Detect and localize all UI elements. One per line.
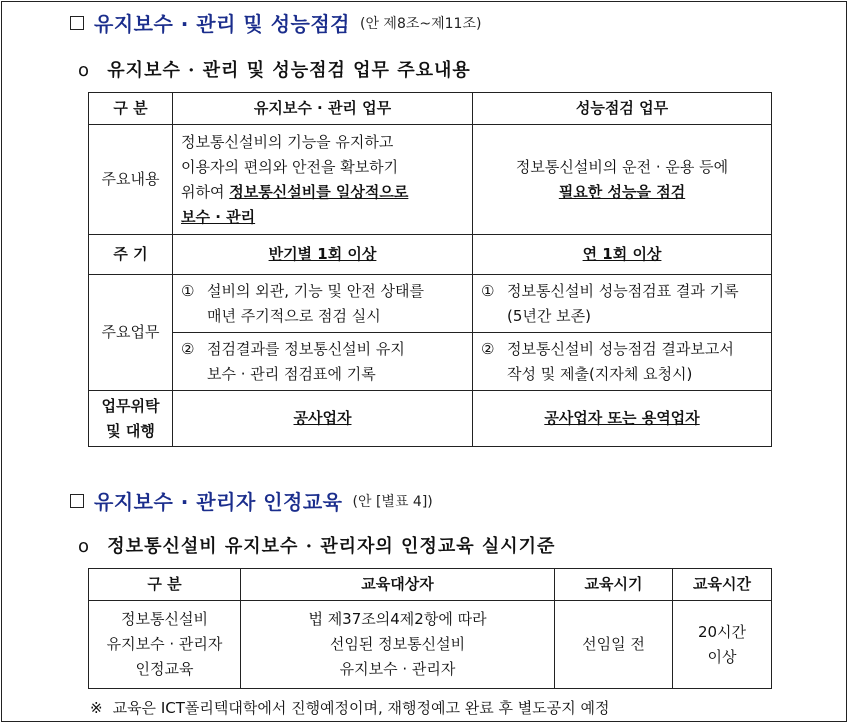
table-row-main bbox=[89, 125, 772, 235]
section2-title: 유지보수 · 관리자 인정교육 bbox=[94, 490, 343, 514]
duty-text: 정보통신설비 성능점검 결과보고서 bbox=[507, 339, 734, 358]
table-row-duty bbox=[89, 333, 772, 391]
category-line: 인정교육 bbox=[135, 660, 194, 678]
main-right-cell bbox=[473, 125, 772, 235]
item-number: ② bbox=[481, 339, 495, 358]
duty-text: (5년간 보존) bbox=[507, 306, 591, 325]
header-inspection: 성능점검 업무 bbox=[473, 93, 772, 125]
duty-text: 정보통신설비 성능점검표 결과 기록 bbox=[507, 281, 739, 300]
table-row bbox=[89, 601, 772, 689]
main-right-emphasis: 필요한 성능을 점검 bbox=[558, 182, 686, 201]
item-number: ① bbox=[481, 281, 495, 300]
table-row-duty bbox=[89, 275, 772, 333]
table-header-row bbox=[89, 93, 772, 125]
delegate-label-line: 업무위탁 bbox=[101, 396, 160, 415]
main-left-line: 정보통신설비의 기능을 유지하고 bbox=[181, 132, 394, 151]
duty-text: 점검결과를 정보통신설비 유지 bbox=[207, 339, 405, 358]
timing-cell: 선임일 전 bbox=[555, 601, 673, 689]
section2-heading bbox=[70, 486, 433, 515]
hours-line: 이상 bbox=[707, 647, 737, 666]
duty-text: 작성 및 제출(지자체 요청시) bbox=[507, 364, 693, 383]
section1-subtitle-row bbox=[78, 56, 471, 82]
target-line: 유지보수 · 관리자 bbox=[339, 660, 456, 678]
header-category: 구 분 bbox=[89, 569, 241, 601]
duty-left-2 bbox=[173, 333, 473, 391]
delegate-label-line: 및 대행 bbox=[106, 421, 155, 440]
row-label-main: 주요내용 bbox=[89, 125, 173, 235]
item-number: ② bbox=[181, 339, 195, 358]
main-left-line: 이용자의 편의와 안전을 확보하기 bbox=[181, 157, 399, 176]
maintenance-table bbox=[88, 92, 772, 447]
category-cell bbox=[89, 601, 241, 689]
header-target: 교육대상자 bbox=[241, 569, 555, 601]
checkbox-icon bbox=[70, 494, 84, 508]
section1-heading bbox=[70, 8, 481, 37]
row-label-delegate bbox=[89, 391, 173, 447]
section1-ref: (안 제8조~제11조) bbox=[359, 15, 482, 32]
category-line: 유지보수 · 관리자 bbox=[106, 635, 223, 653]
table-row-delegate bbox=[89, 391, 772, 447]
section2-ref: (안 [별표 4]) bbox=[352, 493, 433, 510]
main-left-emphasis: 보수 · 관리 bbox=[181, 207, 256, 226]
bullet: o bbox=[78, 536, 91, 557]
section1-title: 유지보수 · 관리 및 성능점검 bbox=[94, 12, 350, 36]
delegate-left: 공사업자 bbox=[173, 391, 473, 447]
main-left-cell bbox=[173, 125, 473, 235]
duty-text: 보수 · 관리 점검표에 기록 bbox=[207, 364, 376, 383]
delegate-right: 공사업자 또는 용역업자 bbox=[473, 391, 772, 447]
section2-subtitle-row bbox=[78, 532, 555, 558]
header-hours: 교육시간 bbox=[673, 569, 772, 601]
duty-text: 설비의 외관, 기능 및 안전 상태를 bbox=[207, 281, 424, 300]
target-cell bbox=[241, 601, 555, 689]
header-category: 구 분 bbox=[89, 93, 173, 125]
main-right-line: 정보통신설비의 운전 · 운용 등에 bbox=[515, 157, 729, 176]
footnote bbox=[90, 697, 610, 718]
note-mark: ※ bbox=[90, 699, 103, 717]
duty-right-1 bbox=[473, 275, 772, 333]
table-header-row bbox=[89, 569, 772, 601]
hours-line: 20시간 bbox=[697, 622, 747, 641]
row-label-cycle: 주 기 bbox=[89, 235, 173, 275]
item-number: ① bbox=[181, 281, 195, 300]
education-table bbox=[88, 568, 772, 689]
main-left-emphasis: 정보통신설비를 일상적으로 bbox=[229, 182, 409, 201]
cycle-right: 연 1회 이상 bbox=[473, 235, 772, 275]
duty-right-2 bbox=[473, 333, 772, 391]
hours-cell bbox=[673, 601, 772, 689]
duty-left-1 bbox=[173, 275, 473, 333]
category-line: 정보통신설비 bbox=[121, 610, 208, 628]
section1-subtitle: 유지보수 · 관리 및 성능점검 업무 주요내용 bbox=[107, 60, 471, 81]
table-row-cycle bbox=[89, 235, 772, 275]
section2-subtitle: 정보통신설비 유지보수 · 관리자의 인정교육 실시기준 bbox=[107, 536, 556, 557]
checkbox-icon bbox=[70, 16, 84, 30]
note-text: 교육은 ICT폴리텍대학에서 진행예정이며, 재행정예고 완료 후 별도공지 예정 bbox=[112, 699, 610, 717]
target-line: 법 제37조의4제2항에 따라 bbox=[308, 610, 487, 628]
row-label-duty: 주요업무 bbox=[89, 275, 173, 391]
main-left-text: 위하여 bbox=[181, 182, 230, 201]
main-left-line bbox=[181, 180, 466, 205]
cycle-left: 반기별 1회 이상 bbox=[173, 235, 473, 275]
header-timing: 교육시기 bbox=[555, 569, 673, 601]
header-maintenance: 유지보수 · 관리 업무 bbox=[173, 93, 473, 125]
target-line: 선임된 정보통신설비 bbox=[329, 635, 466, 653]
bullet: o bbox=[78, 60, 91, 81]
duty-text: 매년 주기적으로 점검 실시 bbox=[207, 306, 381, 325]
